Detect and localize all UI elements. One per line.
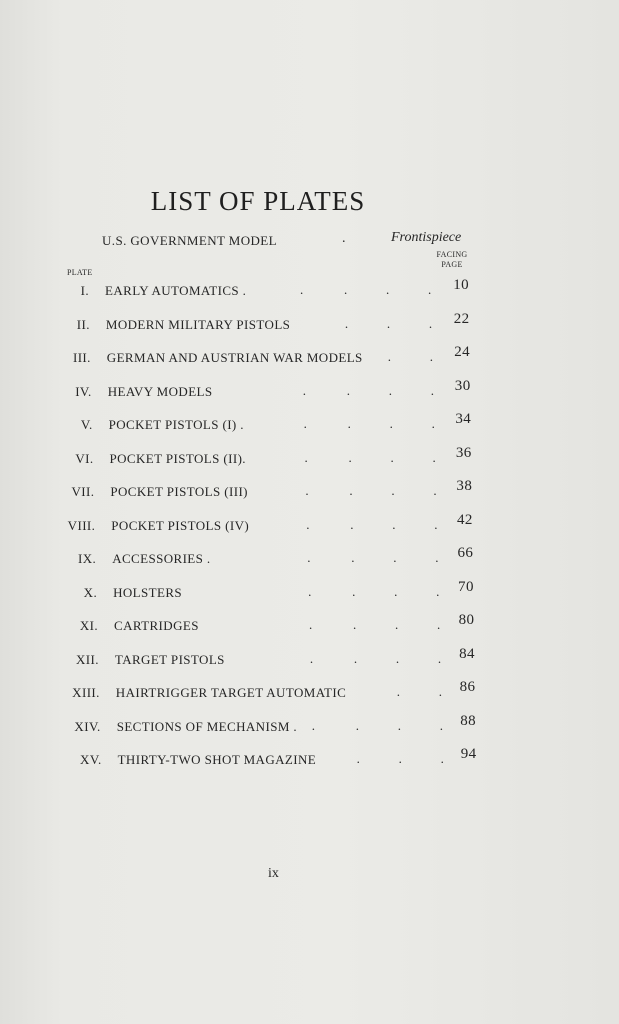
leader-dot: . bbox=[302, 383, 307, 398]
plate-row bbox=[0, 713, 619, 737]
plate-number: I. bbox=[80, 283, 89, 298]
plate-page: 34 bbox=[455, 411, 472, 427]
leader-dot: . bbox=[396, 684, 401, 699]
plate-row bbox=[0, 579, 619, 603]
page-title: LIST OF PLATES bbox=[150, 186, 366, 216]
plate-number: V. bbox=[80, 417, 93, 432]
plate-row bbox=[0, 746, 619, 770]
leader-dot: . bbox=[344, 282, 348, 297]
plate-row bbox=[0, 612, 619, 636]
plate-page: 24 bbox=[454, 344, 471, 360]
leader-dot: . bbox=[387, 349, 392, 364]
leader-dot: . bbox=[386, 282, 390, 297]
plate-row bbox=[0, 512, 619, 536]
leader-dot: . bbox=[437, 617, 441, 632]
plate-number: VIII. bbox=[67, 518, 96, 533]
plate-title: POCKET PISTOLS (IV) bbox=[111, 518, 250, 533]
plate-row bbox=[0, 311, 619, 335]
leader-dot: . bbox=[304, 450, 309, 465]
plate-number: XIII. bbox=[72, 685, 100, 700]
leader-dot: . bbox=[429, 349, 434, 364]
leader-dot: . bbox=[351, 550, 355, 565]
leader-dot: . bbox=[307, 550, 311, 565]
plate-page: 38 bbox=[456, 478, 473, 494]
plate-page: 80 bbox=[458, 612, 475, 628]
plate-title: MODERN MILITARY PISTOLS bbox=[105, 317, 291, 332]
plate-title: HAIRTRIGGER TARGET AUTOMATIC bbox=[115, 685, 347, 700]
leader-dot: . bbox=[306, 517, 310, 532]
leader-dot: . bbox=[435, 550, 439, 565]
plate-title: SECTIONS OF MECHANISM . bbox=[116, 719, 298, 734]
frontispiece-leader: . bbox=[342, 231, 346, 246]
leader-dot: . bbox=[344, 316, 349, 331]
plate-title: HOLSTERS bbox=[113, 585, 183, 600]
plate-row bbox=[0, 478, 619, 502]
leader-dot: . bbox=[390, 450, 395, 465]
plate-page: 10 bbox=[453, 277, 469, 293]
plate-row bbox=[0, 344, 619, 368]
plate-title: GERMAN AND AUSTRIAN WAR MODELS bbox=[106, 350, 363, 365]
plate-page: 84 bbox=[459, 646, 475, 662]
leader-dot: . bbox=[388, 383, 393, 398]
plate-row bbox=[0, 378, 619, 402]
plate-page: 30 bbox=[454, 378, 471, 394]
leader-dot: . bbox=[428, 282, 432, 297]
plate-title: ACCESSORIES . bbox=[112, 551, 211, 566]
leader-dot: . bbox=[392, 517, 396, 532]
leader-dot: . bbox=[386, 316, 391, 331]
leader-dot: . bbox=[300, 282, 304, 297]
plate-page: 86 bbox=[459, 679, 476, 695]
page-number: ix bbox=[268, 866, 279, 881]
plate-title: TARGET PISTOLS bbox=[114, 652, 225, 667]
leader-dot: . bbox=[436, 584, 440, 599]
leader-dot: . bbox=[391, 483, 396, 498]
plate-number: VII. bbox=[71, 484, 95, 499]
leader-dot: . bbox=[440, 751, 445, 766]
leader-dot: . bbox=[348, 450, 353, 465]
plate-page: 36 bbox=[455, 445, 472, 461]
plate-row bbox=[0, 445, 619, 469]
leader-dot: . bbox=[355, 718, 360, 733]
plate-page: 70 bbox=[458, 579, 474, 595]
plate-row bbox=[0, 545, 619, 569]
leader-dot: . bbox=[430, 383, 435, 398]
plate-page: 94 bbox=[460, 746, 477, 762]
plate-page: 42 bbox=[456, 512, 473, 528]
leader-dot: . bbox=[346, 383, 351, 398]
leader-dot: . bbox=[437, 651, 442, 666]
plate-column-header: PLATE bbox=[67, 268, 93, 277]
leader-dot: . bbox=[303, 416, 308, 431]
leader-dot: . bbox=[434, 517, 438, 532]
leader-dot: . bbox=[439, 718, 444, 733]
plate-number: II. bbox=[76, 317, 90, 332]
leader-dot: . bbox=[398, 751, 403, 766]
plate-number: IV. bbox=[75, 384, 92, 399]
plate-row bbox=[0, 646, 619, 670]
leader-dot: . bbox=[433, 483, 438, 498]
plate-page: 22 bbox=[453, 311, 470, 327]
leader-dot: . bbox=[395, 617, 399, 632]
frontispiece-label: U.S. GOVERNMENT MODEL bbox=[102, 233, 277, 248]
facing-label: FACING bbox=[436, 250, 468, 259]
plate-row bbox=[0, 411, 619, 435]
leader-dot: . bbox=[431, 416, 436, 431]
facing-page-header bbox=[432, 250, 472, 270]
plate-row bbox=[0, 679, 619, 703]
leader-dot: . bbox=[352, 584, 356, 599]
plate-title: EARLY AUTOMATICS . bbox=[105, 283, 247, 298]
leader-dot: . bbox=[305, 483, 310, 498]
plate-page: 88 bbox=[460, 713, 477, 729]
plate-title: POCKET PISTOLS (II). bbox=[109, 451, 246, 466]
plate-title: POCKET PISTOLS (III) bbox=[110, 484, 248, 499]
leader-dot: . bbox=[395, 651, 400, 666]
plate-number: VI. bbox=[75, 451, 94, 466]
leader-dot: . bbox=[308, 584, 312, 599]
leader-dot: . bbox=[353, 617, 357, 632]
leader-dot: . bbox=[394, 584, 398, 599]
leader-dot: . bbox=[397, 718, 402, 733]
leader-dot: . bbox=[389, 416, 394, 431]
plate-title: HEAVY MODELS bbox=[107, 384, 213, 399]
leader-dot: . bbox=[353, 651, 358, 666]
leader-dot: . bbox=[438, 684, 443, 699]
leader-dot: . bbox=[393, 550, 397, 565]
plate-number: IX. bbox=[78, 551, 97, 566]
plate-page: 66 bbox=[457, 545, 474, 561]
plate-row bbox=[0, 277, 619, 301]
plate-number: XII. bbox=[76, 652, 99, 667]
leader-dot: . bbox=[347, 416, 352, 431]
plate-title: CARTRIDGES bbox=[114, 618, 199, 633]
plate-title: POCKET PISTOLS (I) . bbox=[108, 417, 244, 432]
leader-dot: . bbox=[349, 483, 354, 498]
plate-number: III. bbox=[72, 350, 91, 365]
plate-number: XIV. bbox=[74, 719, 101, 734]
leader-dot: . bbox=[432, 450, 437, 465]
page-label: PAGE bbox=[441, 260, 463, 269]
plate-number: X. bbox=[83, 585, 98, 600]
leader-dot: . bbox=[309, 617, 313, 632]
leader-dot: . bbox=[311, 718, 316, 733]
leader-dot: . bbox=[356, 751, 361, 766]
frontispiece-page: Frontispiece bbox=[391, 230, 462, 245]
leader-dot: . bbox=[428, 316, 433, 331]
plate-number: XI. bbox=[79, 618, 98, 633]
plate-title: THIRTY-TWO SHOT MAGAZINE bbox=[117, 752, 317, 767]
leader-dot: . bbox=[309, 651, 314, 666]
leader-dot: . bbox=[350, 517, 354, 532]
plate-number: XV. bbox=[80, 752, 102, 767]
